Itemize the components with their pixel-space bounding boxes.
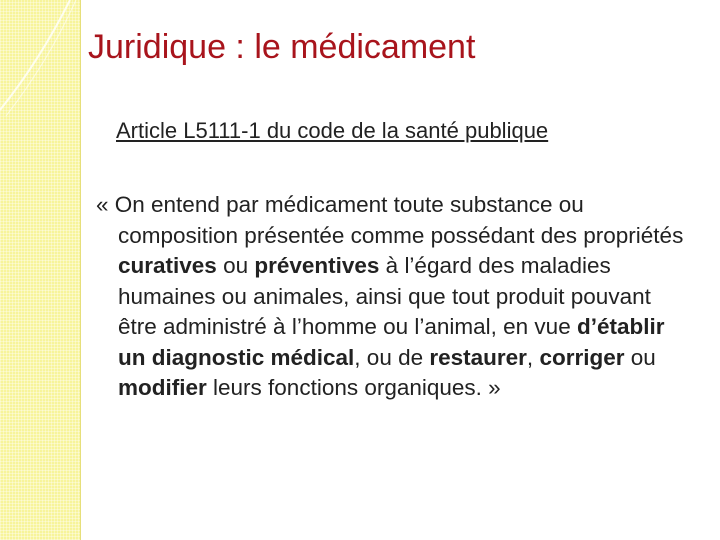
quote-emphasis: d’établir un diagnostic médical xyxy=(118,314,665,370)
quote-emphasis: restaurer xyxy=(429,344,527,370)
quote-text: ou xyxy=(216,253,255,278)
quote-text: à l’égard des maladies humaines ou animales, ainsi que tout produit pouvant être administré à l’homme ou l’animal, en vue xyxy=(118,253,651,339)
article-reference: Article L5111-1 du code de la santé publique xyxy=(116,118,549,143)
quote-text: « On entend par médicament toute substance ou composition présentée comme possédant des propriétés xyxy=(96,192,684,248)
quote-text: , xyxy=(526,344,540,370)
quote-emphasis: curatives xyxy=(118,253,217,278)
quote-text: , ou de xyxy=(354,344,430,370)
definition-quote xyxy=(96,190,688,404)
quote-emphasis: préventives xyxy=(254,253,380,278)
quote-text: leurs fonctions organiques. » xyxy=(206,375,501,400)
page-title: Juridique : le médicament xyxy=(88,28,476,66)
quote-text: ou xyxy=(624,344,656,370)
quote-emphasis: modifier xyxy=(118,375,207,400)
quote-emphasis: corriger xyxy=(539,344,625,370)
